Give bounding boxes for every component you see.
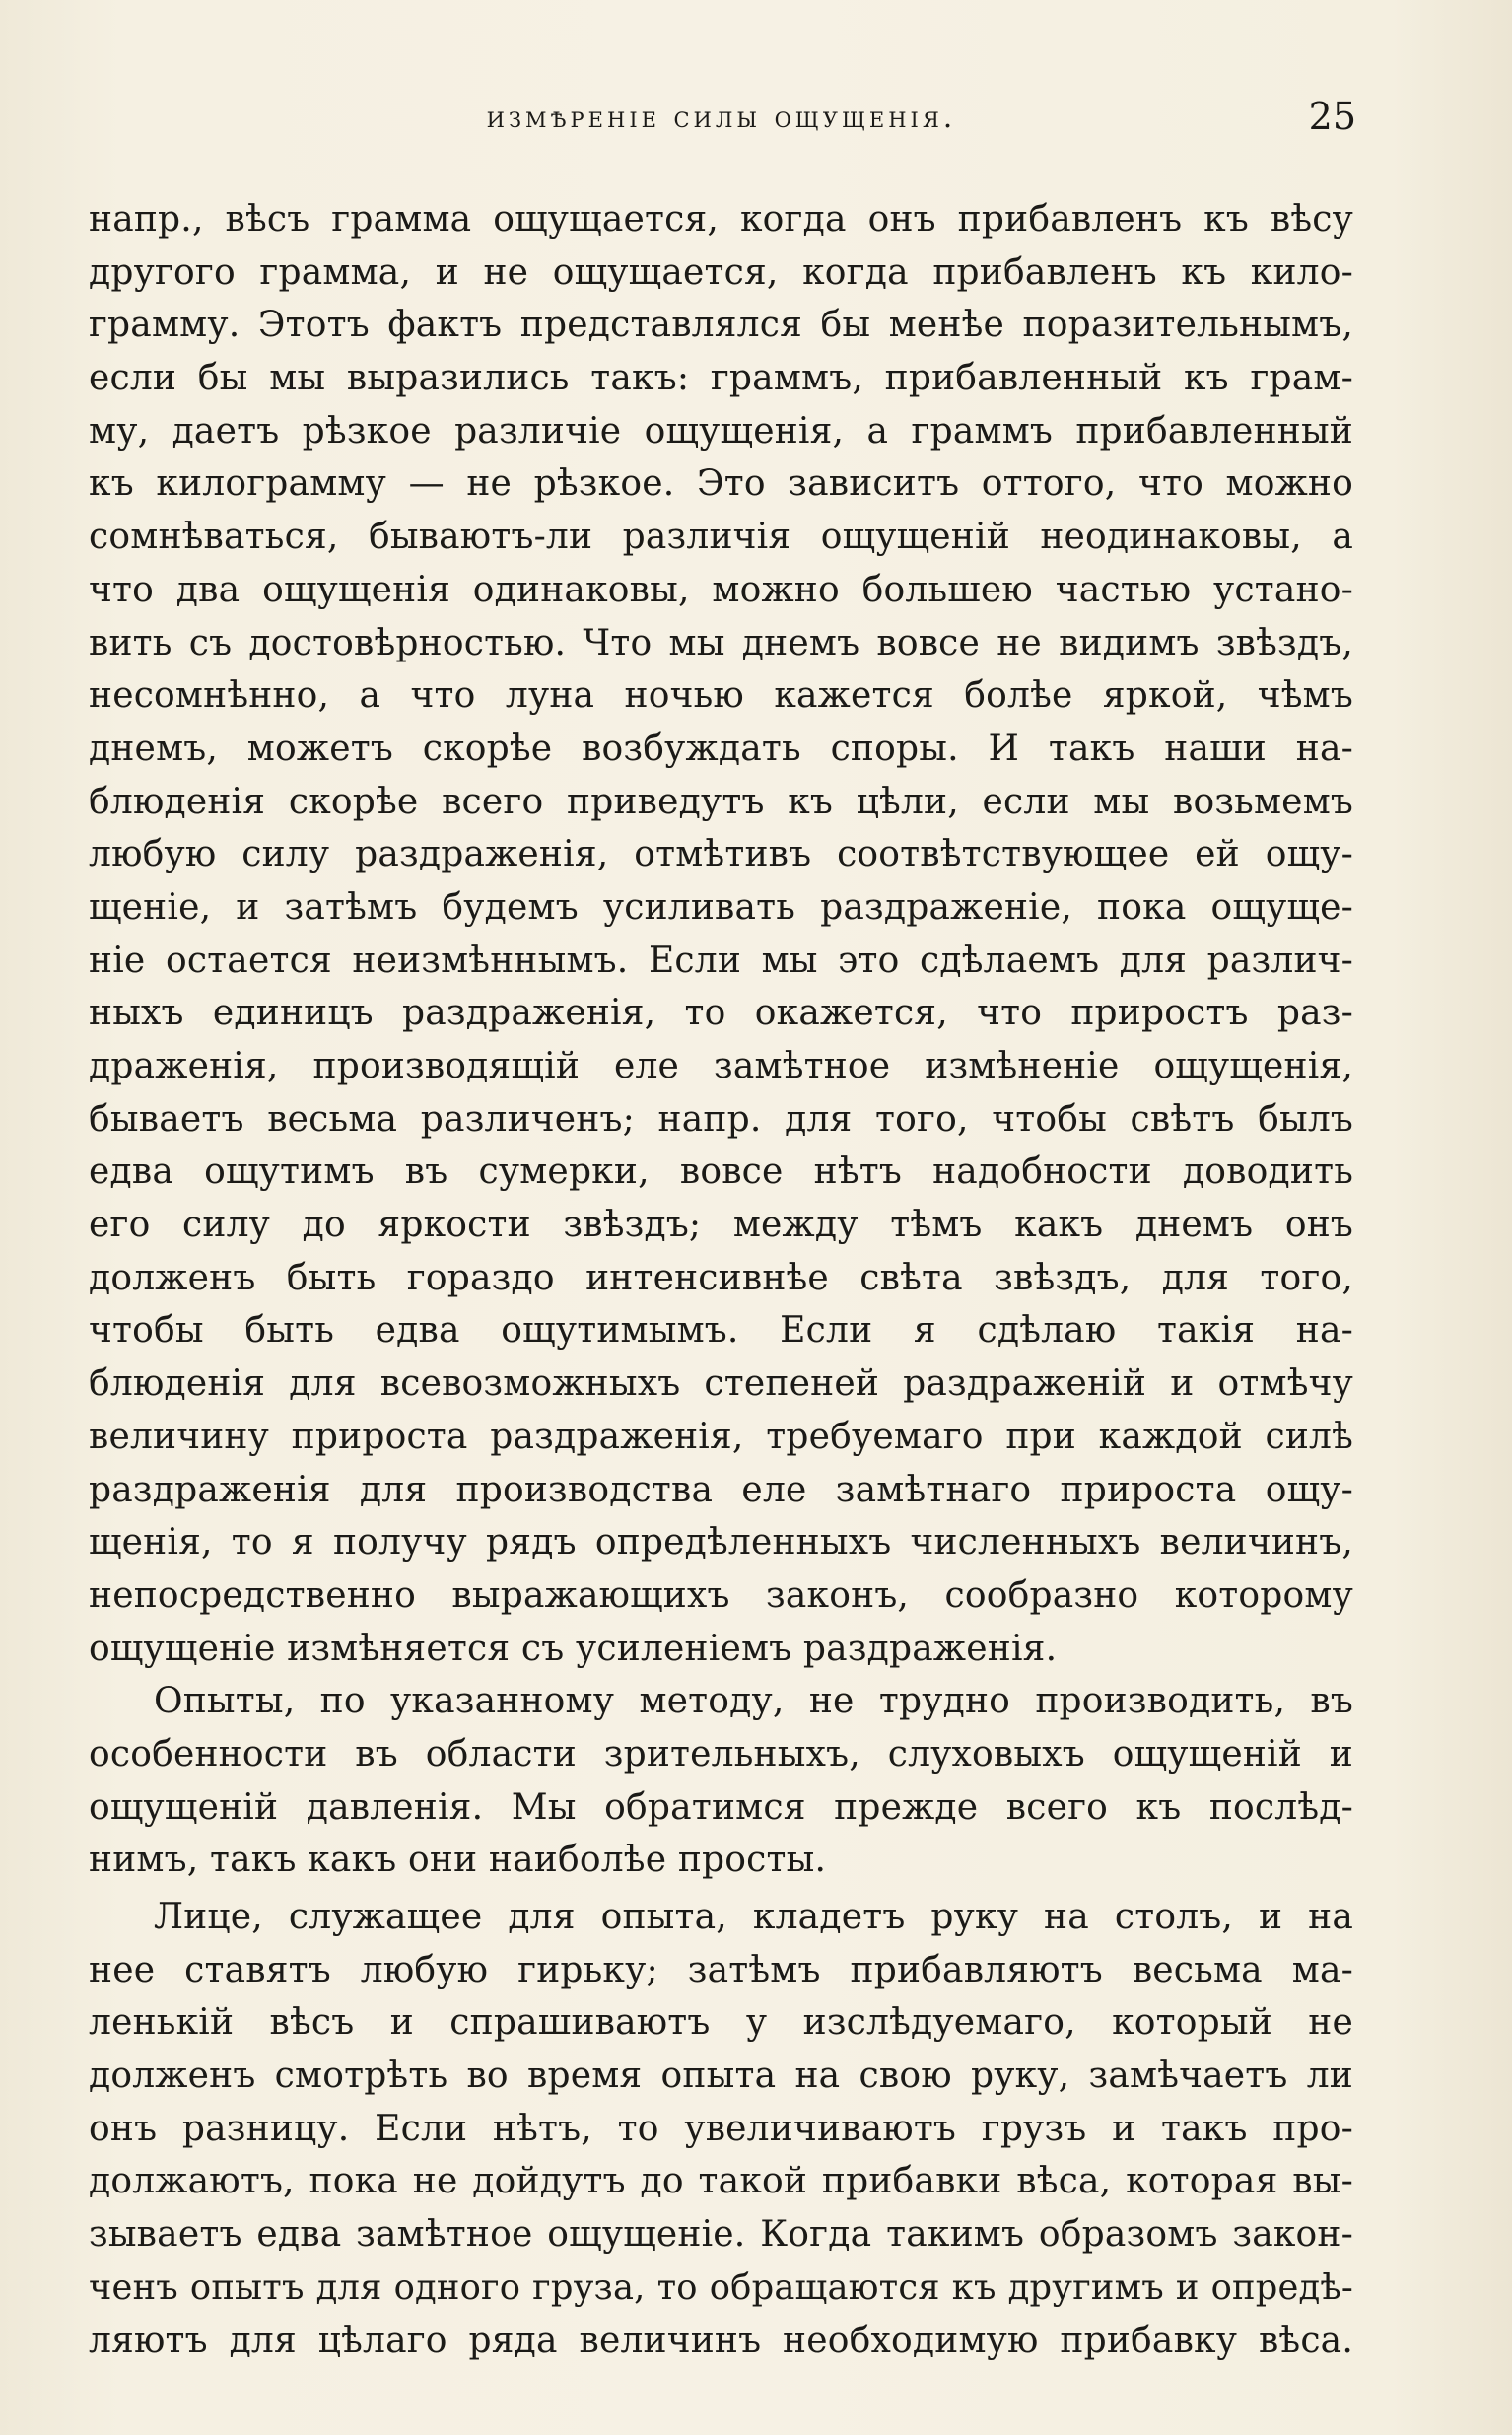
text-line: любую силу раздраженія, отмѣтивъ соотвѣтствующее ей ощу- [89, 834, 1353, 875]
text-line: несомнѣнно, а что луна ночью кажется болѣе яркой, чѣмъ [89, 675, 1353, 717]
text-line: напр., вѣсъ грамма ощущается, когда онъ прибавленъ къ вѣсу [89, 199, 1353, 240]
paragraph [89, 1675, 1353, 1887]
text-line: ленькій вѣсъ и спрашиваютъ у изслѣдуемаго, который не [89, 2002, 1353, 2044]
text-line: зываетъ едва замѣтное ощущеніе. Когда такимъ образомъ закон- [89, 2214, 1353, 2256]
text-line: вить съ достовѣрностью. Что мы днемъ вовсе не видимъ звѣздъ, [89, 622, 1353, 663]
text-line: раздраженія для производства еле замѣтнаго прироста ощу- [89, 1469, 1353, 1510]
page-number: 25 [1308, 95, 1356, 138]
text-line: ченъ опытъ для одного груза, то обращаются къ другимъ и опредѣ- [89, 2266, 1353, 2308]
text-line: ляютъ для цѣлаго ряда величинъ необходимую прибавку вѣса. [89, 2320, 1353, 2361]
text-line: другого грамма, и не ощущается, когда прибавленъ къ кило- [89, 251, 1353, 293]
text-line: чтобы быть едва ощутимымъ. Если я сдѣлаю такія на- [89, 1310, 1353, 1352]
paragraph [89, 193, 1353, 1675]
text-line: величину прироста раздраженія, требуемаго при каждой силѣ [89, 1416, 1353, 1457]
text-line: Лице, служащее для опыта, кладетъ руку на столъ, и на [154, 1897, 1353, 1937]
text-line: особенности въ области зрительныхъ, слуховыхъ ощущеній и [89, 1733, 1353, 1774]
running-title: измѣреніе силы ощущенія. [486, 101, 957, 135]
text-line: онъ разницу. Если нѣтъ, то увеличиваютъ грузъ и такъ про- [89, 2108, 1353, 2149]
text-line: если бы мы выразились такъ: граммъ, прибавленный къ грам- [89, 358, 1353, 399]
text-line: бываетъ весьма различенъ; напр. для того, чтобы свѣтъ былъ [89, 1098, 1353, 1140]
text-line: Опыты, по указанному методу, не трудно производить, въ [154, 1681, 1353, 1722]
text-line: грамму. Этотъ фактъ представлялся бы менѣе поразительнымъ, [89, 305, 1353, 346]
text-line: долженъ смотрѣть во время опыта на свою руку, замѣчаетъ ли [89, 2055, 1353, 2097]
text-line: къ килограмму — не рѣзкое. Это зависитъ оттого, что можно [89, 463, 1353, 505]
text-line: щеніе, и затѣмъ будемъ усиливать раздраженіе, пока ощуще- [89, 886, 1353, 928]
text-line: драженія, производящій еле замѣтное измѣненіе ощущенія, [89, 1046, 1353, 1086]
text-line: ныхъ единицъ раздраженія, то окажется, что приростъ раз- [89, 993, 1353, 1034]
text-line: нее ставятъ любую гирьку; затѣмъ прибавляютъ весьма ма- [89, 1949, 1353, 1990]
paragraph [89, 1891, 1353, 2367]
text-line: ощущеній давленія. Мы обратимся прежде всего къ послѣд- [89, 1786, 1353, 1828]
text-line: едва ощутимъ въ сумерки, вовсе нѣтъ надобности доводить [89, 1151, 1353, 1193]
text-line: долженъ быть гораздо интенсивнѣе свѣта звѣздъ, для того, [89, 1257, 1353, 1298]
text-line: ощущеніе измѣняется съ усиленіемъ раздраженія. [89, 1628, 1058, 1669]
text-line: днемъ, можетъ скорѣе возбуждать споры. И такъ наши на- [89, 728, 1353, 769]
text-line: сомнѣваться, бываютъ-ли различія ощущеній неодинаковы, а [89, 517, 1353, 558]
body-text [89, 193, 1353, 2367]
text-line: щенія, то я получу рядъ опредѣленныхъ численныхъ величинъ, [89, 1522, 1353, 1564]
text-line: блюденія для всевозможныхъ степеней раздраженій и отмѣчу [89, 1363, 1353, 1405]
text-line: должаютъ, пока не дойдутъ до такой прибавки вѣса, которая вы- [89, 2161, 1353, 2202]
text-line: что два ощущенія одинаковы, можно большею частью устано- [89, 569, 1353, 610]
text-line: ніе остается неизмѣннымъ. Если мы это сдѣлаемъ для различ- [89, 939, 1353, 981]
text-line: нимъ, такъ какъ они наиболѣе просты. [89, 1840, 827, 1881]
text-line: непосредственно выражающихъ законъ, сообразно которому [89, 1574, 1353, 1616]
text-line: му, даетъ рѣзкое различіе ощущенія, а граммъ прибавленный [89, 410, 1353, 452]
text-line: блюденія скорѣе всего приведутъ къ цѣли, если мы возьмемъ [89, 781, 1353, 822]
text-line: его силу до яркости звѣздъ; между тѣмъ какъ днемъ онъ [89, 1205, 1353, 1246]
